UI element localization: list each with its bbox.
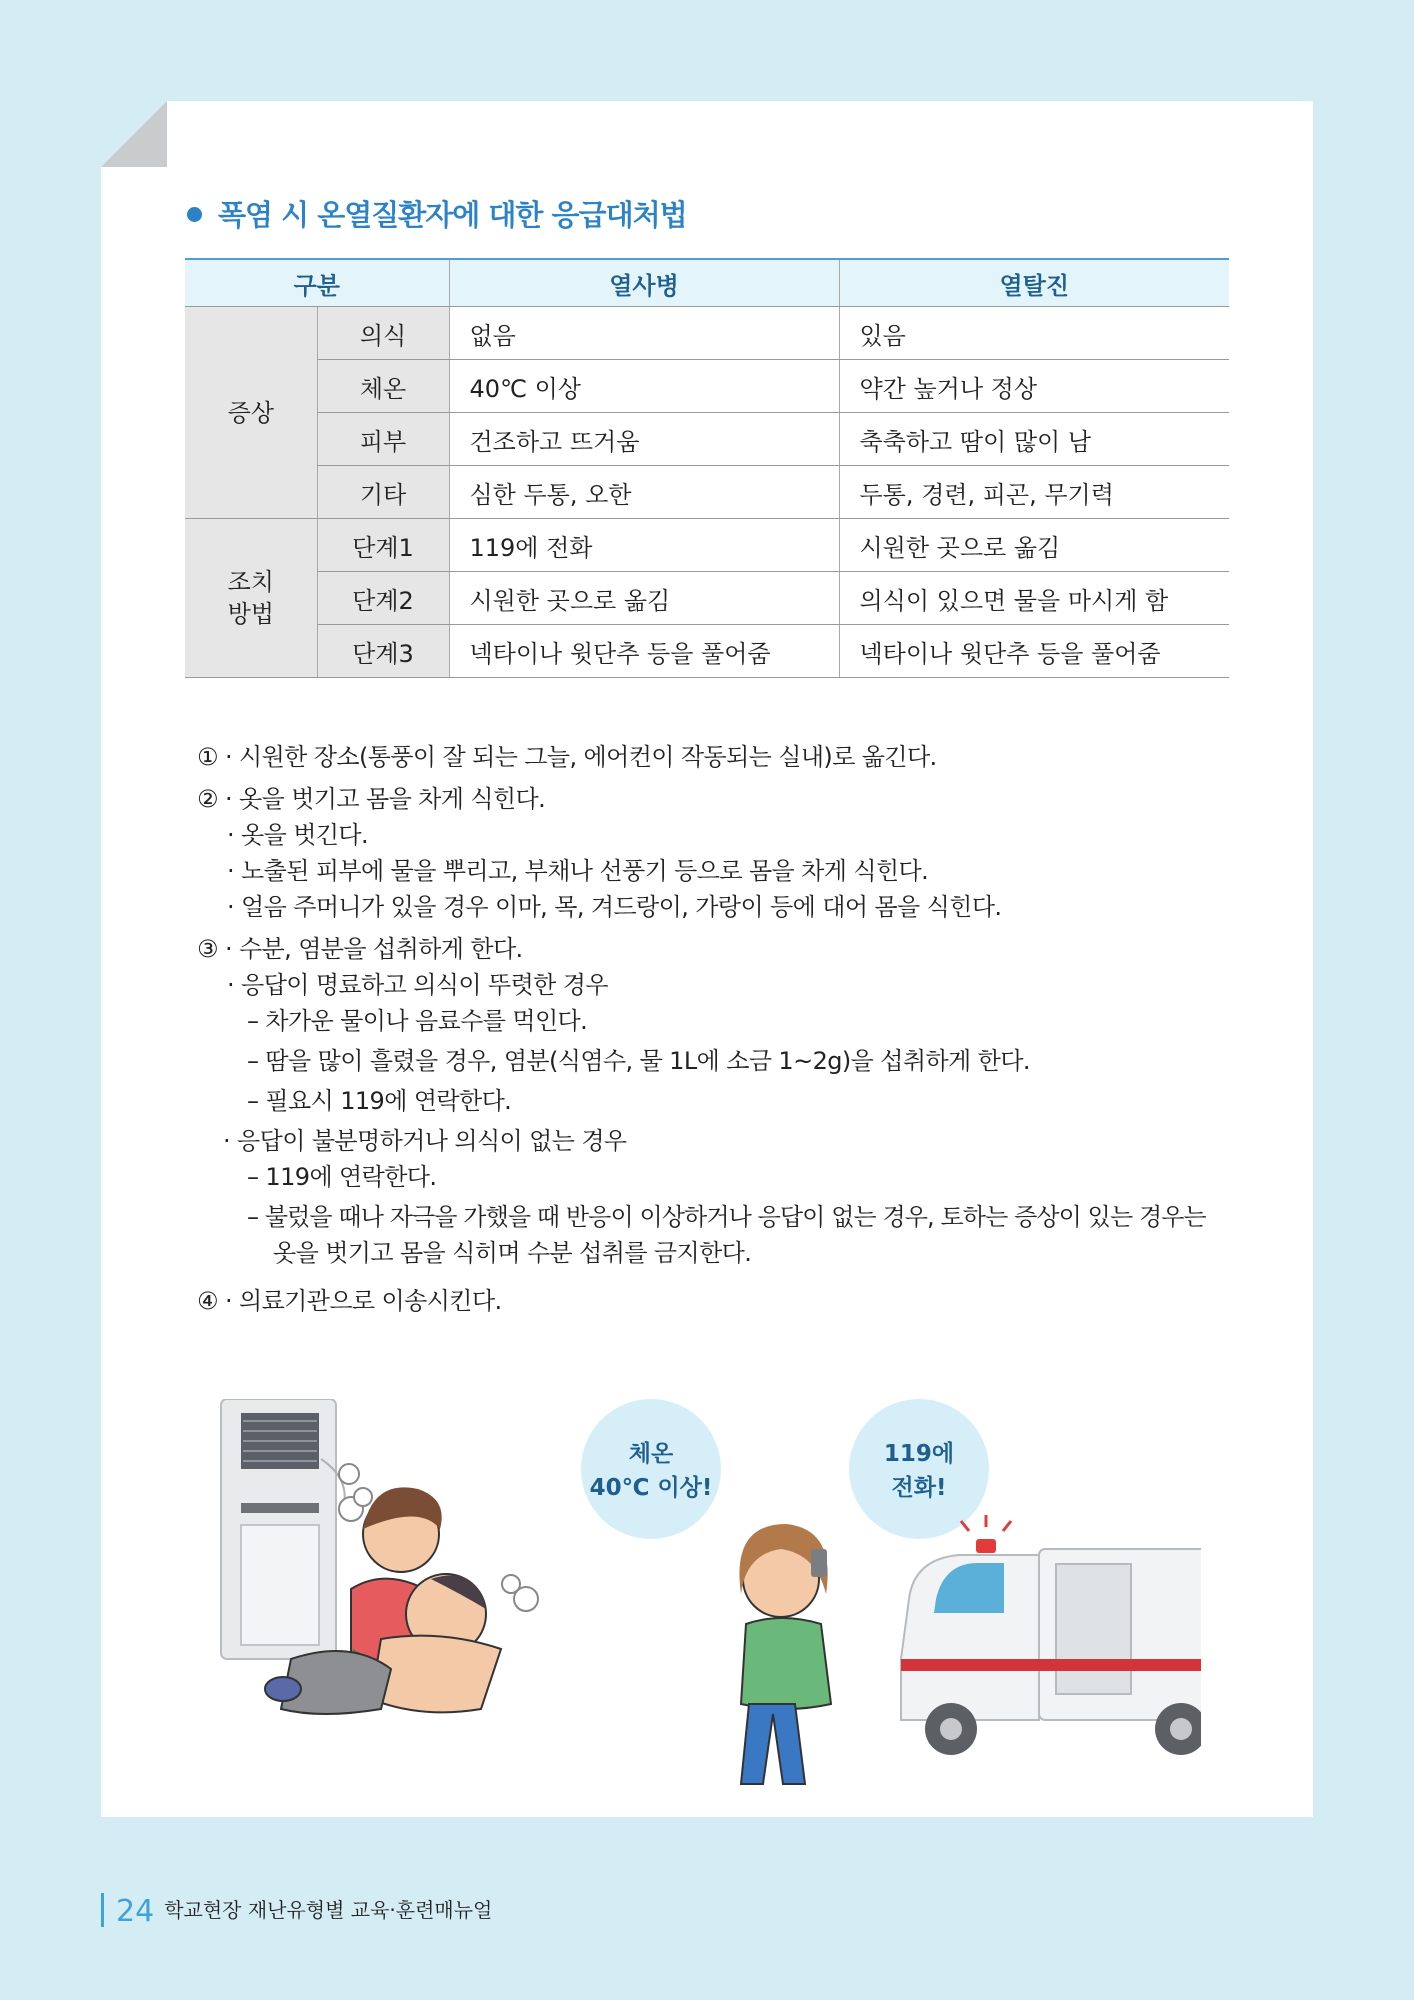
- row-label: 체온: [317, 360, 449, 413]
- step-3-subitem: – 불렀을 때나 자극을 가했을 때 반응이 이상하거나 응답이 없는 경우, 토하는 증상이 있는 경우는: [247, 1203, 1206, 1231]
- table-header-row: [185, 259, 1229, 307]
- header-category: 구분: [185, 259, 449, 307]
- section-title: 폭염 시 온열질환자에 대한 응급대처법: [187, 193, 687, 234]
- bubble-call-line2: 전화!: [891, 1475, 947, 1501]
- cell-exhaustion: 시원한 곳으로 옮김: [839, 519, 1229, 572]
- step-4: ④ · 의료기관으로 이송시킨다.: [197, 1287, 502, 1315]
- step-3: ③ · 수분, 염분을 섭취하게 한다.: [197, 935, 523, 963]
- step-3-subitem: – 119에 연락한다.: [247, 1163, 437, 1191]
- step-3-subitem: – 차가운 물이나 음료수를 먹인다.: [247, 1007, 588, 1035]
- step-2-item: · 얼음 주머니가 있을 경우 이마, 목, 겨드랑이, 가랑이 등에 대어 몸을 식힌다.: [227, 893, 1002, 921]
- table-row: [185, 307, 1229, 360]
- cell-heatstroke: 건조하고 뜨거움: [449, 413, 839, 466]
- step-3-subitem-cont: 옷을 벗기고 몸을 식히며 수분 섭취를 금지한다.: [273, 1239, 752, 1267]
- cell-heatstroke: 시원한 곳으로 옮김: [449, 572, 839, 625]
- row-label: 단계2: [317, 572, 449, 625]
- bullet-dot-icon: [187, 207, 202, 222]
- document-page: [101, 101, 1313, 1817]
- cell-heatstroke: 119에 전화: [449, 519, 839, 572]
- step-2-item: · 옷을 벗긴다.: [227, 821, 369, 849]
- step-3-item: · 응답이 명료하고 의식이 뚜렷한 경우: [227, 971, 608, 999]
- step-1: ① · 시원한 장소(통풍이 잘 되는 그늘, 에어컨이 작동되는 실내)로 옮긴다.: [197, 743, 937, 771]
- cell-heatstroke: 40℃ 이상: [449, 360, 839, 413]
- table-row: [185, 413, 1229, 466]
- row-label: 피부: [317, 413, 449, 466]
- first-aid-table: [185, 258, 1229, 678]
- table-row: [185, 625, 1229, 678]
- table-row: [185, 519, 1229, 572]
- page-corner-cut: [101, 101, 167, 167]
- page-footer: [101, 1893, 492, 1927]
- cell-exhaustion: 의식이 있으면 물을 마시게 함: [839, 572, 1229, 625]
- table-row: [185, 466, 1229, 519]
- header-heat-exhaustion: 열탈진: [839, 259, 1229, 307]
- page-number: 24: [116, 1893, 155, 1929]
- row-label: 의식: [317, 307, 449, 360]
- table-row: [185, 572, 1229, 625]
- row-label: 단계1: [317, 519, 449, 572]
- cell-heatstroke: 심한 두통, 오한: [449, 466, 839, 519]
- air-conditioner-icon: [221, 1399, 372, 1659]
- cell-heatstroke: 없음: [449, 307, 839, 360]
- call-bubble: [849, 1399, 989, 1539]
- group-symptom: 증상: [185, 307, 317, 519]
- ambulance-icon: [901, 1515, 1201, 1755]
- temperature-bubble: [581, 1399, 721, 1539]
- illustration: [201, 1399, 1201, 1799]
- bubble-temp-line2: 40℃ 이상!: [589, 1475, 713, 1501]
- step-2-item: · 노출된 피부에 물을 뿌리고, 부채나 선풍기 등으로 몸을 차게 식힌다.: [227, 857, 929, 885]
- step-3-item: · 응답이 불분명하거나 의식이 없는 경우: [223, 1127, 627, 1155]
- step-3-subitem: – 땀을 많이 흘렸을 경우, 염분(식염수, 물 1L에 소금 1~2g)을 섭취하게 한다.: [247, 1047, 1030, 1075]
- step-3-subitem: – 필요시 119에 연락한다.: [247, 1087, 512, 1115]
- group-action: 조치 방법: [185, 519, 317, 678]
- cell-exhaustion: 약간 높거나 정상: [839, 360, 1229, 413]
- cell-exhaustion: 있음: [839, 307, 1229, 360]
- bubble-temp-line1: 체온: [628, 1441, 674, 1467]
- row-label: 단계3: [317, 625, 449, 678]
- cell-heatstroke: 넥타이나 윗단추 등을 풀어줌: [449, 625, 839, 678]
- cell-exhaustion: 축축하고 땀이 많이 남: [839, 413, 1229, 466]
- bubble-call-line1: 119에: [883, 1441, 955, 1467]
- cell-exhaustion: 넥타이나 윗단추 등을 풀어줌: [839, 625, 1229, 678]
- caller-person-icon: [739, 1524, 831, 1784]
- cell-exhaustion: 두통, 경련, 피곤, 무기력: [839, 466, 1229, 519]
- step-2: ② · 옷을 벗기고 몸을 차게 식힌다.: [197, 785, 546, 813]
- header-heatstroke: 열사병: [449, 259, 839, 307]
- table-row: [185, 360, 1229, 413]
- manual-title: 학교현장 재난유형별 교육·훈련매뉴얼: [164, 1898, 493, 1922]
- row-label: 기타: [317, 466, 449, 519]
